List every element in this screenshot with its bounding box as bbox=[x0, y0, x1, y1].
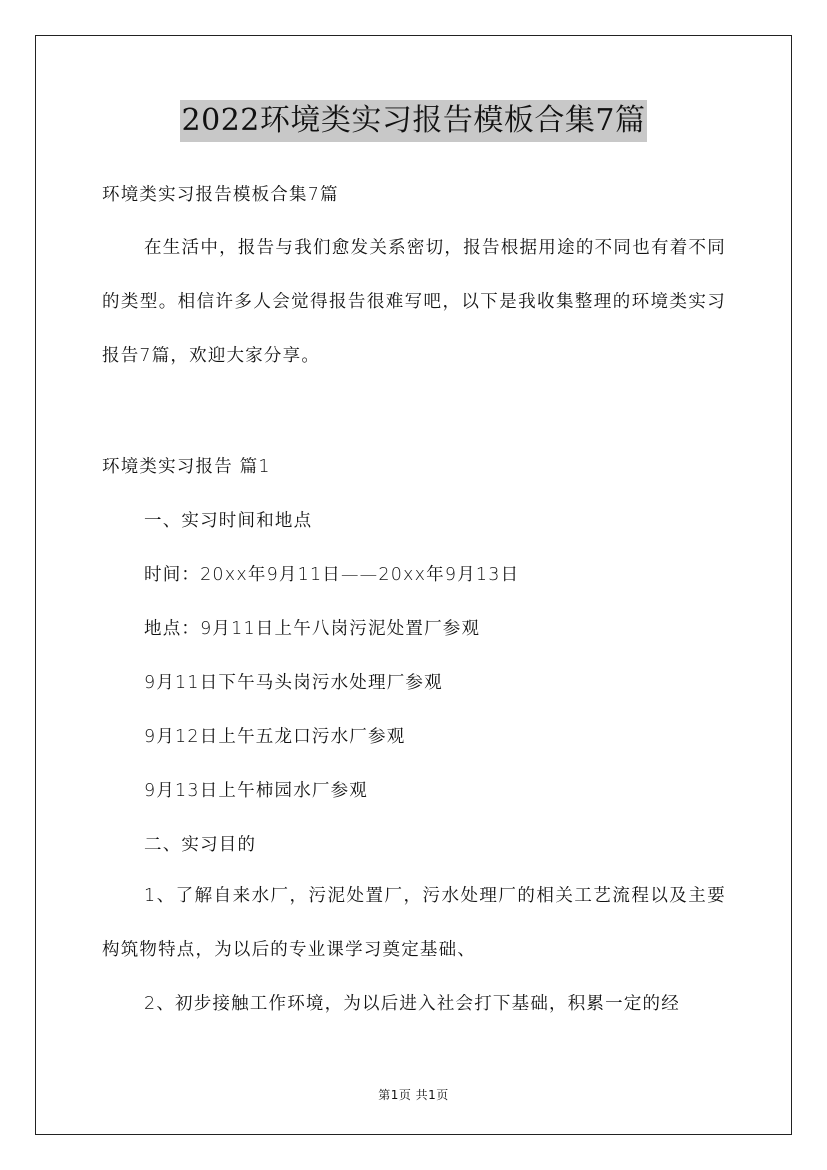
title-container bbox=[0, 100, 827, 142]
purpose-paragraph: 2、初步接触工作环境，为以后进入社会打下基础，积累一定的经 bbox=[144, 994, 680, 1014]
visit-line: 9月12日上午五龙口污水厂参观 bbox=[144, 727, 406, 747]
purpose-paragraph: 1、了解自来水厂，污泥处置厂，污水处理厂的相关工艺流程以及主要构筑物特点，为以后的专业课学习奠定基础、 bbox=[102, 886, 726, 960]
item-heading-purpose: 二、实习目的 bbox=[144, 835, 257, 855]
item-heading-time-place: 一、实习时间和地点 bbox=[144, 511, 313, 531]
visit-line: 9月11日下午马头岗污水处理厂参观 bbox=[144, 673, 443, 693]
intro-paragraph: 在生活中，报告与我们愈发关系密切，报告根据用途的不同也有着不同的类型。相信许多人会觉得报告很难写吧，以下是我收集整理的环境类实习报告7篇，欢迎大家分享。 bbox=[102, 238, 726, 366]
page-footer: 第1页 共1页 bbox=[378, 1088, 449, 1102]
document-subtitle: 环境类实习报告模板合集7篇 bbox=[102, 185, 339, 205]
time-line: 时间：20xx年9月11日——20xx年9月13日 bbox=[144, 565, 520, 585]
section-heading: 环境类实习报告 篇1 bbox=[102, 457, 271, 477]
document-title: 2022环境类实习报告模板合集7篇 bbox=[180, 100, 648, 142]
visit-line: 9月13日上午柿园水厂参观 bbox=[144, 781, 369, 801]
place-line: 地点：9月11日上午八岗污泥处置厂参观 bbox=[144, 619, 481, 639]
